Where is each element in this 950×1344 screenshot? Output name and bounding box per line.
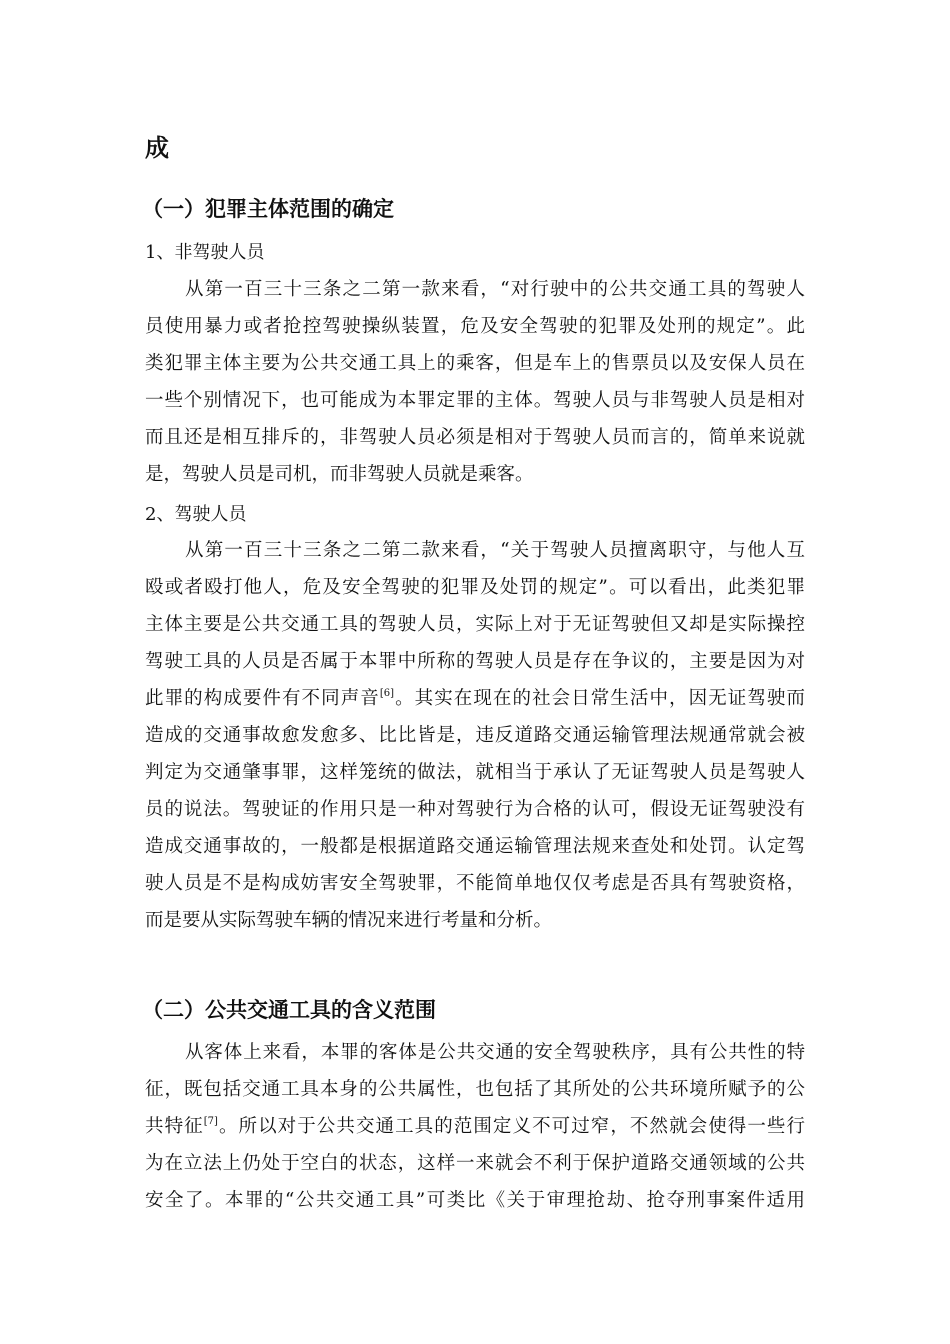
text-segment: 安全了。本罪的“公共交通工具”可类比《关于审理抢劫、抢夺刑事案件适用 (145, 1190, 805, 1211)
text-line (145, 389, 805, 413)
text-line (145, 315, 805, 339)
text-line (145, 724, 805, 748)
text-segment: 从第一百三十三条之二第一款来看，“对行驶中的公共交通工具的驾驶人 (185, 279, 805, 300)
text-line (145, 576, 805, 600)
text-line (145, 798, 805, 822)
text-segment: 此罪的构成要件有不同声音 (145, 688, 380, 709)
text-segment: 从第一百三十三条之二第二款来看，“关于驾驶人员擅离职守，与他人互 (185, 540, 805, 561)
section-heading-1: （一）犯罪主体范围的确定 (142, 197, 394, 221)
text-line (145, 1078, 805, 1102)
text-segment: 员使用暴力或者抢控驾驶操纵装置，危及安全驾驶的犯罪及处刑的规定”。此 (145, 316, 805, 337)
text-segment: 造成交通事故的，一般都是根据道路交通运输管理法规来查处和处罚。认定驾 (145, 836, 805, 857)
text-segment: 主体主要是公共交通工具的驾驶人员，实际上对于无证驾驶但又却是实际操控 (145, 614, 805, 635)
text-segment: 驾驶工具的人员是否属于本罪中所称的驾驶人员是存在争议的，主要是因为对 (145, 651, 805, 672)
text-segment: 类犯罪主体主要为公共交通工具上的乘客，但是车上的售票员以及安保人员在 (145, 353, 805, 374)
text-segment: 殴或者殴打他人，危及安全驾驶的犯罪及处罚的规定”。可以看出，此类犯罪 (145, 577, 805, 598)
text-segment: 共特征 (145, 1116, 204, 1137)
text-line (145, 687, 805, 711)
subsection-title-1: 1、非驾驶人员 (145, 242, 265, 263)
text-segment: 造成的交通事故愈发愈多、比比皆是，违反道路交通运输管理法规通常就会被 (145, 725, 805, 746)
text-segment: 为在立法上仍处于空白的状态，这样一来就会不利于保护道路交通领域的公共 (145, 1153, 805, 1174)
text-line (145, 463, 805, 487)
text-line (145, 613, 805, 637)
text-segment: 征，既包括交通工具本身的公共属性，也包括了其所处的公共环境所赋予的公 (145, 1079, 805, 1100)
text-line (145, 1115, 805, 1139)
text-segment: 而是要从实际驾驶车辆的情况来进行考量和分析。 (145, 910, 553, 931)
text-segment: 从客体上来看，本罪的客体是公共交通的安全驾驶秩序，具有公共性的特 (185, 1042, 805, 1063)
text-line (145, 1189, 805, 1213)
text-segment: 是，驾驶人员是司机，而非驾驶人员就是乘客。 (145, 464, 534, 485)
citation-ref: [6] (379, 688, 395, 699)
text-segment: 一些个别情况下，也可能成为本罪定罪的主体。驾驶人员与非驾驶人员是相对 (145, 390, 805, 411)
text-line (145, 761, 805, 785)
text-segment: 员的说法。驾驶证的作用只是一种对驾驶行为合格的认可，假设无证驾驶没有 (145, 799, 805, 820)
section-heading-2: （二）公共交通工具的含义范围 (142, 998, 436, 1022)
text-line (145, 909, 805, 933)
text-line (145, 1152, 805, 1176)
text-line (145, 539, 805, 563)
subsection-title-2: 2、驾驶人员 (145, 504, 247, 525)
text-line (145, 278, 805, 302)
text-segment: 判定为交通肇事罪，这样笼统的做法，就相当于承认了无证驾驶人员是驾驶人 (145, 762, 805, 783)
continued-heading-fragment: 成 (145, 134, 169, 162)
text-segment: 驶人员是不是构成妨害安全驾驶罪，不能简单地仅仅考虑是否具有驾驶资格， (145, 873, 805, 894)
text-line (145, 352, 805, 376)
text-line (145, 872, 805, 896)
text-line (145, 650, 805, 674)
text-segment: 。所以对于公共交通工具的范围定义不可过窄，不然就会使得一些行 (217, 1116, 805, 1137)
text-line (145, 426, 805, 450)
text-line (145, 835, 805, 859)
text-line (145, 1041, 805, 1065)
text-segment: 而且还是相互排斥的，非驾驶人员必须是相对于驾驶人员而言的，简单来说就 (145, 427, 805, 448)
text-segment: 。其实在现在的社会日常生活中，因无证驾驶而 (394, 688, 805, 709)
citation-ref: [7] (203, 1116, 218, 1127)
